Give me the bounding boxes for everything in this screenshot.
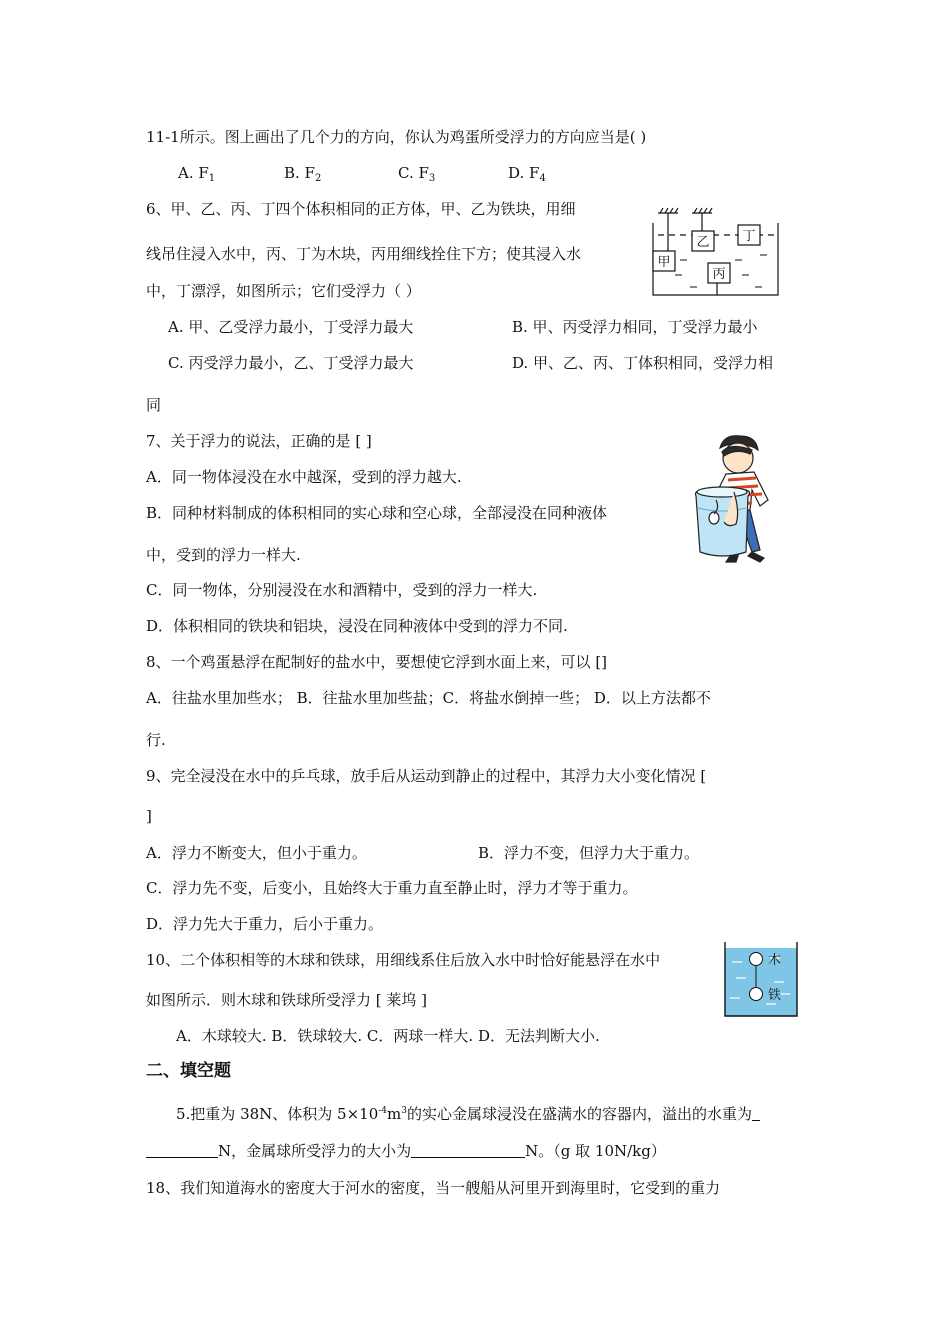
iron-ball bbox=[750, 988, 763, 1001]
label-jia: 甲 bbox=[657, 255, 671, 270]
q6-option-d: D. 甲、乙、丙、丁体积相同，受浮力相 bbox=[512, 354, 774, 372]
fill-q5-line-1: 5.把重为 38N、体积为 $5\times 10^{-4}m^3$的实心金属球浸没在盛满水的容器内，溢出的水重为 bbox=[176, 1101, 760, 1124]
q6-option-c: C. 丙受浮力最小，乙、丁受浮力最大 bbox=[168, 354, 414, 372]
q6-figure bbox=[650, 205, 782, 298]
q9-option-a: A．浮力不断变大，但小于重力。 bbox=[146, 844, 367, 862]
q10-figure-balls-in-water bbox=[722, 938, 802, 1020]
q7-option-d: D．体积相同的铁块和铝块，浸没在同种液体中受到的浮力不同. bbox=[146, 617, 568, 635]
line-11-1: 11-1所示。图上画出了几个力的方向，你认为鸡蛋所受浮力的方向应当是( ) bbox=[146, 128, 647, 146]
overflow-water-weight-blank[interactable] bbox=[146, 1142, 218, 1158]
fill-q5-line-2: N，金属球所受浮力的大小为 N。（g 取 10N/kg） bbox=[146, 1141, 666, 1161]
q7-option-b-cont: 中，受到的浮力一样大. bbox=[146, 546, 301, 564]
q9-option-d: D．浮力先大于重力，后小于重力。 bbox=[146, 915, 384, 933]
label-ding: 丁 bbox=[742, 229, 756, 244]
q8-options: A．往盐水里加些水； B．往盐水里加些盐；C．将盐水倒掉一些； D．以上方法都不 bbox=[146, 689, 711, 707]
q7-option-b: B．同种材料制成的体积相同的实心球和空心球，全部浸没在同种液体 bbox=[146, 504, 608, 522]
q10-stem-cont: 如图所示．则木球和铁球所受浮力 [ 莱坞 ] bbox=[146, 991, 428, 1009]
q9-option-c: C．浮力先不变，后变小，且始终大于重力直至静止时，浮力才等于重力。 bbox=[146, 879, 638, 897]
label-yi: 乙 bbox=[696, 235, 710, 250]
q10-stem: 10、二个体积相等的木球和铁球，用细线系住后放入水中时恰好能悬浮在水中 bbox=[146, 951, 661, 969]
option-a: A. $F_1$ bbox=[178, 164, 216, 184]
option-c: C. $F_3$ bbox=[398, 164, 436, 184]
wood-ball bbox=[750, 953, 763, 966]
q10-options: A．木球较大. B．铁球较大. C．两球一样大. D．无法判断大小. bbox=[176, 1027, 600, 1045]
answer-blank[interactable] bbox=[752, 1105, 760, 1121]
q7-figure-boy-with-tank bbox=[690, 432, 788, 564]
option-b: B. $F_2$ bbox=[284, 164, 322, 184]
section-heading-fill-in: 二、填空题 bbox=[146, 1061, 231, 1081]
q6-option-b: B. 甲、丙受浮力相同，丁受浮力最小 bbox=[512, 318, 758, 336]
q18-stem: 18、我们知道海水的密度大于河水的密度，当一艘船从河里开到海里时，它受到的重力 bbox=[146, 1179, 721, 1197]
q6-stem-3: 中，丁漂浮，如图所示；它们受浮力（ ） bbox=[146, 282, 421, 300]
label-bing: 丙 bbox=[712, 267, 726, 282]
q5-options bbox=[178, 163, 546, 189]
q8-options-cont: 行. bbox=[146, 731, 166, 749]
q8-stem: 8、一个鸡蛋悬浮在配制好的盐水中，要想使它浮到水面上来，可以 [] bbox=[146, 653, 608, 671]
q6-stem-1: 6、甲、乙、丙、丁四个体积相同的正方体，甲、乙为铁块，用细 bbox=[146, 200, 576, 218]
q7-option-a: A．同一物体浸没在水中越深，受到的浮力越大. bbox=[146, 468, 462, 486]
q7-stem: 7、关于浮力的说法，正确的是 [ ] bbox=[146, 432, 372, 450]
q7-option-c: C．同一物体，分别浸没在水和酒精中，受到的浮力一样大. bbox=[146, 581, 538, 599]
q9-stem: 9、完全浸没在水中的乒乓球，放手后从运动到静止的过程中，其浮力大小变化情况 [ bbox=[146, 767, 707, 785]
q9-option-b: B．浮力不变，但浮力大于重力。 bbox=[478, 844, 700, 862]
q9-stem-cont: ] bbox=[146, 807, 152, 825]
buoyancy-blank[interactable] bbox=[411, 1142, 525, 1158]
q6-option-a: A. 甲、乙受浮力最小，丁受浮力最大 bbox=[168, 318, 414, 336]
label-tie: 铁 bbox=[768, 988, 782, 1003]
option-d: D. $F_4$ bbox=[508, 164, 546, 184]
q6-stem-2: 线吊住浸入水中，丙、丁为木块，丙用细线拴住下方；使其浸入水 bbox=[146, 245, 582, 263]
q6-option-d-cont: 同 bbox=[146, 396, 162, 414]
label-mu: 木 bbox=[768, 953, 782, 968]
